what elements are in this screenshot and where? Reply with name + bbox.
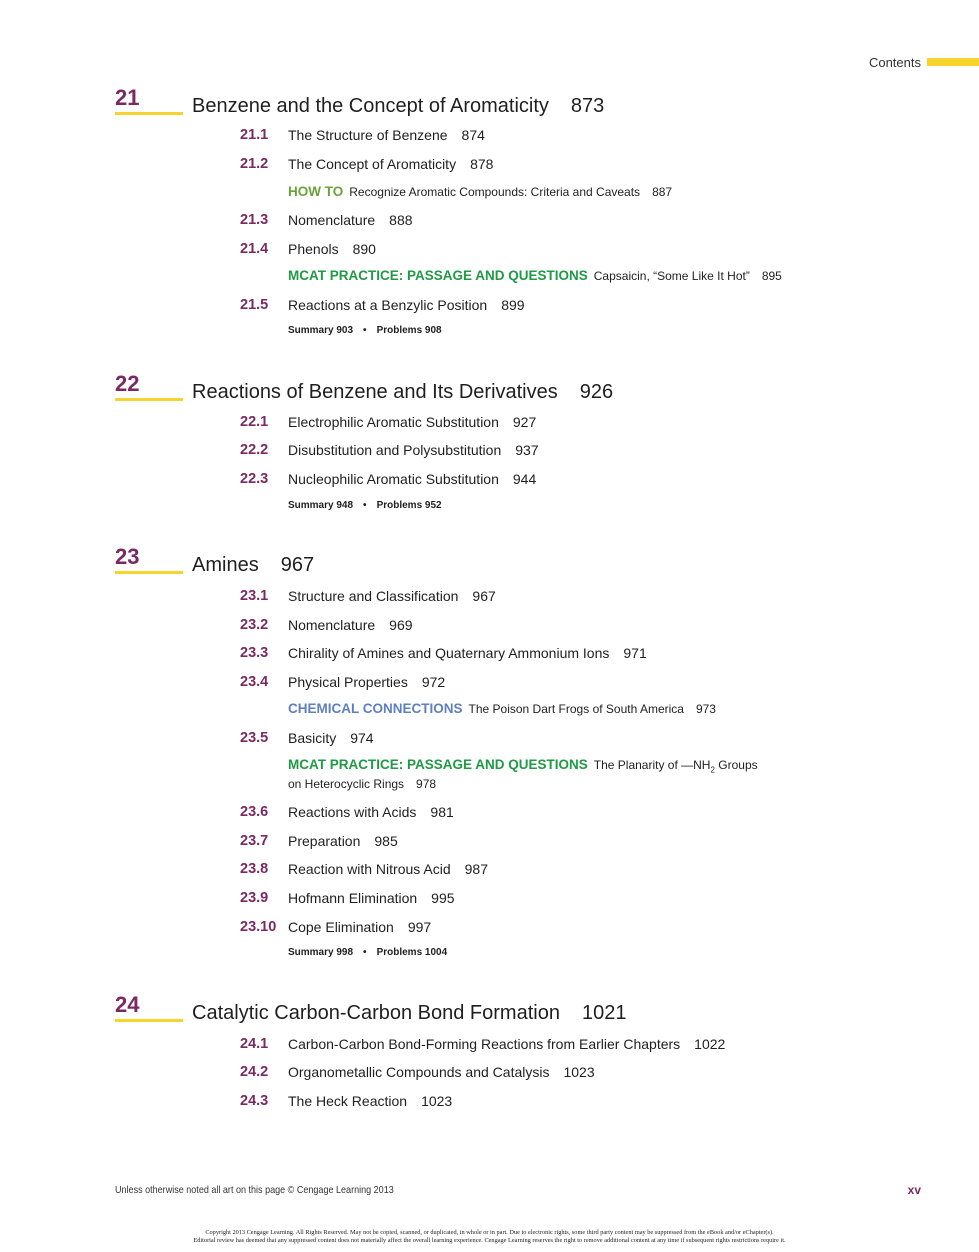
section-page: 995 [431,890,455,906]
section-number: 24.3 [240,1093,269,1109]
section-title-text: Reactions at a Benzylic Position [288,297,488,313]
chapter-title [192,95,604,118]
summary-label: Summary [288,500,334,511]
section-title-text: Basicity [288,730,337,746]
summary-page: 948 [336,500,354,511]
section-title [288,919,431,935]
feature-page: 973 [695,702,716,716]
chapter-title-text: Benzene and the Concept of Aromaticity [192,95,549,117]
feature-entry [288,757,758,774]
section-page: 972 [421,674,446,690]
feature-text [593,758,758,775]
section-title [288,890,455,906]
problems-page: 1004 [424,947,448,958]
section-title-text: Organometallic Compounds and Catalysis [288,1064,550,1080]
section-number: 24.1 [240,1036,269,1052]
chapter-title [192,381,613,404]
section-title-text: Reactions with Acids [288,804,417,820]
feature-text: The Poison Dart Frogs of South America [468,702,684,716]
section-number: 22.1 [240,414,269,430]
running-header: Contents [868,55,921,70]
chapter-title [192,1002,626,1025]
copyright-notice [0,1229,979,1245]
feature-label: HOW TO [288,184,344,199]
feature-page: 895 [761,269,782,283]
feature-text: Recognize Aromatic Compounds: Criteria and Caveats [349,185,641,199]
feature-page: 978 [416,777,437,791]
section-title [288,617,413,633]
section-title [288,1036,725,1052]
copyright-line-2: Editorial review has deemed that any suppressed content does not materially affect the overall learning experience. Cengage Learning reserves the right to remove additional content at any time if subsequent rights restrictions require it. [193,1237,786,1244]
section-title [288,471,536,487]
section-number: 21.2 [240,156,269,172]
section-number: 23.10 [240,919,277,935]
summary-label: Summary [288,325,334,336]
section-title-text: Cope Elimination [288,919,394,935]
section-title [288,1064,595,1080]
section-title-text: Physical Properties [288,674,408,690]
chapter-underline [115,112,183,115]
chapter-number: 23 [115,544,140,569]
section-title-text: Structure and Classification [288,588,459,604]
section-page: 937 [515,442,539,458]
feature-label: MCAT PRACTICE: PASSAGE AND QUESTIONS [288,268,588,283]
section-title-text: Electrophilic Aromatic Substitution [288,414,499,430]
section-page: 944 [512,471,537,487]
section-number: 23.3 [240,645,269,661]
section-page: 981 [430,804,454,820]
section-page: 927 [512,414,537,430]
chapter-page: 926 [579,381,614,403]
art-credit-note: Unless otherwise noted all art on this page © Cengage Learning 2013 [115,1184,394,1196]
section-title-text: Reaction with Nitrous Acid [288,861,451,877]
copyright-line-1: Copyright 2013 Cengage Learning. All Rights Reserved. May not be copied, scanned, or duplicated, in whole or in part. Due to electronic rights, some third party content may be suppressed from the eBook and/or eChapter(s). [205,1229,774,1236]
section-number: 23.6 [240,804,269,820]
bullet-separator: • [363,500,367,511]
section-title [288,588,496,604]
section-title [288,1093,452,1109]
section-number: 21.5 [240,297,269,313]
chapter-page: 967 [280,554,315,576]
section-title-text: Nomenclature [288,617,376,633]
section-page: 888 [389,212,413,228]
section-title-text: Carbon-Carbon Bond-Forming Reactions from Earlier Chapters [288,1036,681,1052]
section-title-text: Preparation [288,833,361,849]
chapter-page: 1021 [581,1002,627,1024]
chapter-title-text: Amines [192,554,259,576]
section-number: 23.8 [240,861,269,877]
section-page: 985 [374,833,398,849]
section-title [288,833,398,849]
chapter-underline [115,1019,183,1022]
section-number: 23.4 [240,674,269,690]
section-page: 971 [623,645,647,661]
section-page: 997 [407,919,432,935]
chapter-number: 21 [115,85,140,110]
section-title-text: Nucleophilic Aromatic Substitution [288,471,499,487]
section-title-text: Disubstitution and Polysubstitution [288,442,502,458]
summary-page: 998 [336,947,354,958]
section-number: 21.4 [240,241,269,257]
section-page: 1022 [694,1036,726,1052]
section-page: 969 [389,617,413,633]
section-title [288,730,374,746]
section-number: 21.3 [240,212,269,228]
feature-label: CHEMICAL CONNECTIONS [288,701,463,716]
section-title [288,297,525,313]
section-number: 23.1 [240,588,269,604]
feature-label: MCAT PRACTICE: PASSAGE AND QUESTIONS [288,757,588,772]
feature-text-b: Groups [714,758,758,772]
chapter-title-text: Catalytic Carbon-Carbon Bond Formation [192,1002,560,1024]
summary-problems [288,325,442,336]
section-page: 878 [470,156,494,172]
summary-label: Summary [288,947,334,958]
chapter-number: 22 [115,371,140,396]
feature-line2: on Heterocyclic Rings [288,777,405,791]
problems-label: Problems [376,947,423,958]
chapter-underline [115,571,183,574]
section-title [288,804,454,820]
section-number: 23.2 [240,617,269,633]
section-title-text: The Concept of Aromaticity [288,156,457,172]
section-title [288,156,493,172]
section-number: 21.1 [240,127,269,143]
section-page: 890 [352,241,376,257]
section-title-text: The Structure of Benzene [288,127,448,143]
section-title [288,674,445,690]
section-title-text: Phenols [288,241,339,257]
problems-page: 952 [424,500,442,511]
bullet-separator: • [363,947,367,958]
problems-page: 908 [424,325,442,336]
section-title-text: Chirality of Amines and Quaternary Ammonium Ions [288,645,610,661]
chapter-page: 873 [570,95,605,117]
section-page: 1023 [563,1064,595,1080]
feature-continuation [288,777,436,791]
summary-problems [288,947,447,958]
section-page: 874 [461,127,485,143]
section-page: 987 [464,861,488,877]
subscript: 2 [710,765,715,775]
problems-label: Problems [376,500,423,511]
feature-entry [288,268,782,283]
chapter-title-text: Reactions of Benzene and Its Derivatives [192,381,558,403]
section-number: 22.2 [240,442,269,458]
feature-page: 887 [652,185,673,199]
chapter-number: 24 [115,992,140,1017]
feature-entry [288,184,672,199]
summary-page: 903 [336,325,354,336]
section-page: 974 [350,730,374,746]
feature-entry [288,701,716,716]
feature-text: Capsaicin, “Some Like It Hot” [593,269,750,283]
bullet-separator: • [363,325,367,336]
section-number: 23.7 [240,833,269,849]
section-title [288,442,539,458]
chapter-title [192,554,314,577]
section-title [288,414,536,430]
feature-text-a: The Planarity of —NH [593,758,711,772]
section-title [288,212,413,228]
section-page: 967 [472,588,496,604]
header-accent-bar [927,58,979,66]
section-title [288,127,485,143]
section-title-text: Nomenclature [288,212,376,228]
section-number: 23.5 [240,730,269,746]
chapter-underline [115,398,183,401]
section-title [288,861,488,877]
section-title-text: The Heck Reaction [288,1093,408,1109]
page-folio: xv [907,1183,921,1197]
section-title-text: Hofmann Elimination [288,890,418,906]
section-number: 22.3 [240,471,269,487]
section-title [288,645,647,661]
section-page: 1023 [421,1093,453,1109]
section-number: 23.9 [240,890,269,906]
section-number: 24.2 [240,1064,269,1080]
section-title [288,241,376,257]
summary-problems [288,500,442,511]
problems-label: Problems [376,325,423,336]
section-page: 899 [501,297,525,313]
